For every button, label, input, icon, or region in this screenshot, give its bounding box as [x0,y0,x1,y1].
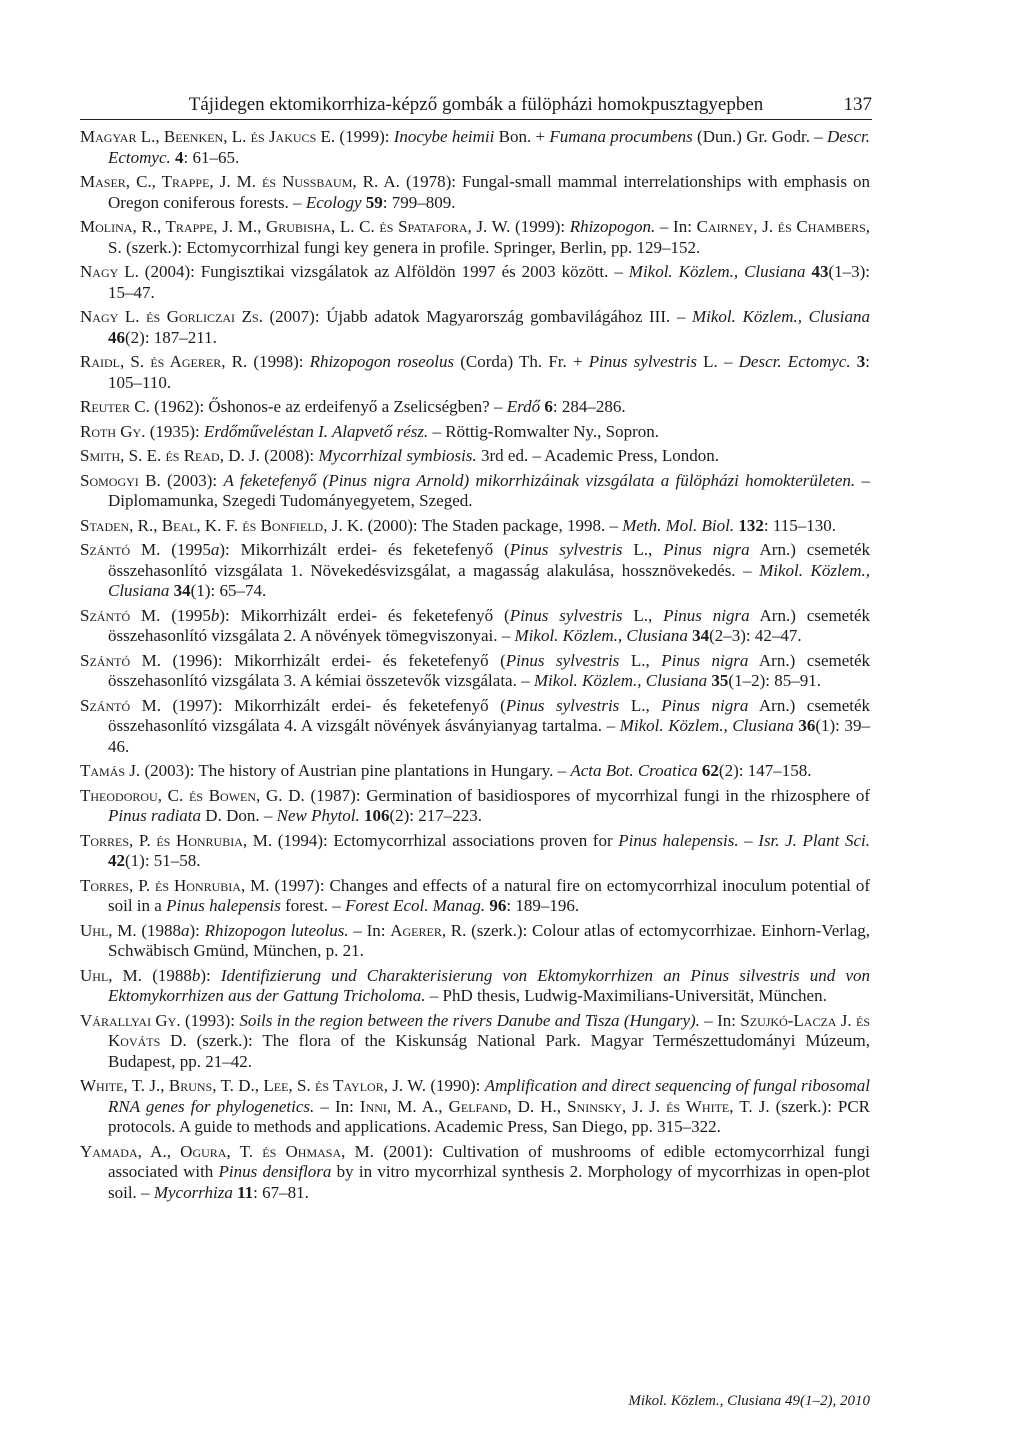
reference-text: (1): 65–74. [190,581,267,600]
reference-text: – [738,830,759,850]
reference-text: Mikol. Közlem., Clusiana [108,560,870,600]
reference-entry [80,651,870,692]
reference-text: (2003): The history of Austrian pine plantations in Hungary. – [140,761,571,780]
reference-text: Pinus sylvestris [505,650,620,670]
reference-text: A feketefenyő (Pinus nigra Arnold) mikorrhizáinak vizsgálata a fülöpházi homokterületen. [223,470,856,490]
reference-text: Pinus nigra [663,605,750,625]
reference-text: Bon. + [494,127,550,146]
reference-text: (1999): [510,217,570,236]
running-header [80,93,872,120]
reference-text: (1996): Mikorrhizált erdei- és feketefenyő ( [161,650,506,670]
reference-authors: Szántó M. [80,605,161,625]
reference-text: Mikol. Közlem., Clusiana [514,626,688,645]
reference-text: (2004): Fungisztikai vizsgálatok az Alföldön 1997 és 2003 között. – [138,262,629,281]
reference-text: – PhD thesis, Ludwig-Maximilians-Universität, München. [425,986,827,1005]
reference-entry [80,540,870,602]
reference-text: (szerk.): Ectomycorrhizal fungi key genera in profile. Springer, Berlin, pp. 129–152. [121,237,701,257]
reference-authors: Torres, P. és Honrubia, M. [80,875,270,895]
reference-text: Mikol. Közlem., Clusiana [533,671,708,690]
reference-text: Isr. J. Plant Sci. [758,830,870,850]
reference-text: Rhizopogon roseolus [309,352,455,371]
reference-authors: Torres, P. és Honrubia, M. [80,830,273,850]
reference-text: Arn.) csemeték összehasonlító vizsgálata 2. A növények tömegviszonyai. – [108,605,870,645]
reference-text: 132 [738,515,764,535]
reference-text: 59 [365,192,383,212]
reference-entry [80,1011,870,1073]
page-number: 137 [843,94,872,115]
reference-entry [80,876,870,917]
reference-text: forest. – [280,896,346,915]
reference-text: : 105–110. [108,352,871,392]
reference-text: ): [189,920,205,940]
reference-authors: Raidl, S. és Agerer, R. [80,352,248,371]
reference-list [80,127,870,1207]
reference-text: Pinus densiflora [218,1162,332,1181]
reference-text: Pinus sylvestris [509,605,623,625]
reference-text: 3rd ed. – Academic Press, London. [476,446,719,465]
reference-text: a [210,540,220,559]
reference-text: Erdő [506,397,541,416]
reference-entry [80,172,870,213]
reference-entry [80,516,870,537]
reference-authors: Somogyi B. [80,470,161,490]
reference-text: (1–2): 85–91. [728,671,821,690]
reference-text: Mikol. Közlem., Clusiana [691,307,870,326]
journal-footer: Mikol. Közlem., Clusiana 49(1–2), 2010 [628,1393,870,1409]
reference-text: 46 [108,327,125,347]
reference-text: : 799–809. [382,192,456,212]
reference-text: L., [622,605,664,625]
reference-text: L., [622,540,664,559]
reference-text: b [210,605,220,625]
reference-text: L. – [696,352,739,371]
reference-text: (2): 217–223. [389,806,483,825]
reference-text: L., [619,650,662,670]
reference-text: (1997): Mikorrhizált erdei- és feketefenyő ( [161,695,506,715]
reference-text: (1993): [180,1010,240,1030]
reference-authors: Nagy L. és Gorliczai Zs. [80,307,263,326]
reference-entry [80,921,870,962]
reference-text: (1978): Fungal-small mammal interrelationships with emphasis on Oregon coniferous forests. – [108,172,871,212]
reference-text: (1997): Changes and effects of a natural fire on ectomycorrhizal inoculum potential of soil in a [108,875,870,915]
reference-text: ): [200,965,221,985]
reference-entry [80,761,870,782]
reference-text: (szerk.): PCR protocols. A guide to methods and applications. Academic Press, San Diego, pp. 315–322. [108,1096,871,1136]
reference-text: Pinus nigra [663,540,750,559]
reference-authors: Roth Gy. [80,421,146,441]
reference-entry [80,217,870,258]
reference-text: (2): 147–158. [718,761,812,780]
reference-entry [80,696,870,758]
reference-authors: Nagy L. [80,262,139,281]
reference-text: (1998): [247,352,310,371]
reference-text: Arn.) csemeték összehasonlító vizsgálata 3. A kémiai összetevők vizsgálata. – [108,650,871,690]
reference-text: Pinus nigra [661,695,749,715]
reference-authors: Yamada, A., Ogura, T. és Ohmasa, M. [80,1141,374,1161]
reference-text: Identifizierung und Charakterisierung von Ektomykorrhizen an Pinus silvestris und von Ektomykorrhizen aus der Gattung Tricholoma. [108,965,870,1005]
reference-entry [80,352,870,393]
reference-text: (1962): Őshonos-e az erdeifenyő a Zselicségben? – [149,397,507,416]
reference-text: Mycorrhiza [153,1182,233,1202]
reference-text: – Diplomamunka, Szegedi Tudományegyetem, Szeged. [108,470,871,510]
reference-text: 34 [173,581,191,600]
reference-text: (1995 [160,605,211,625]
reference-text: Descr. Ectomyc. [108,127,870,167]
reference-text: (1935): [145,421,204,441]
reference-authors: Maser, C., Trappe, J. M. és Nussbaum, R. A. [80,172,400,191]
reference-text: 6 [544,397,553,416]
reference-authors: Agerer, R. [390,920,467,940]
reference-text: : 61–65. [183,147,240,167]
reference-text: Amplification and direct sequencing of fungal ribosomal RNA genes for phylogenetics. [108,1076,870,1116]
reference-text: Pinus halepensis [166,896,281,915]
reference-text: Ecology [305,192,362,212]
reference-entry [80,127,870,168]
reference-authors: Szántó M. [80,650,161,670]
reference-text: (Dun.) Gr. Godr. – [692,127,828,146]
reference-text: Descr. Ectomyc. [738,352,851,371]
reference-text: (2001): Cultivation of mushrooms of edible ectomycorrhizal fungi associated with [108,1141,870,1181]
running-header-title: Tájidegen ektomikorrhiza-képző gombák a fülöpházi homokpusztagyepben [188,94,764,115]
reference-text: (1990): [425,1076,485,1095]
reference-text: Pinus sylvestris [505,695,620,715]
reference-text: (1): 51–58. [125,851,201,870]
reference-text: Rhizopogon luteolus. [204,920,349,940]
reference-text: b [191,965,201,985]
reference-text: : 115–130. [763,515,836,535]
reference-entry [80,471,870,512]
reference-entry [80,1076,870,1138]
reference-text: – In: [348,920,391,940]
reference-authors: Uhl, M. [80,965,143,985]
reference-entry [80,262,870,303]
reference-text: ): Mikorrhizált erdei- és feketefenyő ( [219,605,510,625]
reference-text: (2003): [160,470,224,490]
reference-text: 34 [692,626,710,645]
reference-text: 35 [711,671,729,690]
reference-text: : 189–196. [506,896,580,915]
reference-authors: Molina, R., Trappe, J. M., Grubisha, L. C. és Spatafora, J. W. [80,217,511,236]
reference-text: (1999): [335,127,394,146]
reference-text: Forest Ecol. Manag. [345,896,486,915]
reference-text: Mycorrhizal symbiosis. [318,446,477,465]
reference-text: : 67–81. [253,1182,309,1202]
reference-text: ): Mikorrhizált erdei- és feketefenyő ( [219,540,510,559]
reference-text: (szerk.): Colour atlas of ectomycorrhizae. Einhorn-Verlag, Schwäbisch Gmünd, München, p. 21. [108,920,871,960]
reference-text: Arn.) csemeték összehasonlító vizsgálata 4. A vizsgált növények ásványianyag tartalma. – [108,695,871,735]
reference-text: Pinus halepensis. [618,830,739,850]
reference-text: (2008): [259,446,319,465]
reference-text: (2000): The Staden package, 1998. – [363,515,623,535]
reference-text: Erdőműveléstan I. Alapvető rész. [204,421,429,441]
reference-text: (1987): Germination of basidiospores of mycorrhizal fungi in the rhizosphere of [304,785,870,805]
reference-text: (2–3): 42–47. [709,626,802,645]
reference-text: (1): 39–46. [108,716,871,756]
reference-authors: Szántó M. [80,540,161,559]
reference-authors: Inni, M. A., Gelfand, D. H., Sninsky, J. J. és White, T. J. [359,1096,770,1116]
reference-authors: Cairney, J. és Chambers, S. [108,217,871,257]
reference-text: a [181,920,190,940]
reference-authors: Szántó M. [80,695,161,715]
reference-text: 62 [701,761,719,780]
reference-entry [80,966,870,1007]
reference-entry [80,786,870,827]
reference-text: (szerk.): The flora of the Kiskunság National Park. Magyar Természettudományi Múzeum, Budapest, pp. 21–42. [108,1031,871,1071]
reference-authors: Reuter C. [80,397,150,416]
reference-entry [80,831,870,872]
reference-text: Arn.) csemeték összehasonlító vizsgálata 1. Növekedésvizsgálat, a magasság alakulása, hossznövekedés. – [108,540,870,580]
reference-authors: Smith, S. E. és Read, D. J. [80,446,260,465]
reference-text: 43 [811,262,829,281]
reference-text: (1995 [160,540,211,559]
reference-text: Pinus radiata [108,806,202,825]
reference-text: – Röttig-Romwalter Ny., Sopron. [428,421,660,441]
reference-text: Inocybe heimii [393,127,495,146]
reference-text: (1994): Ectomycorrhizal associations proven for [272,830,619,850]
reference-text: – In: [655,217,697,236]
reference-entry [80,1142,870,1204]
reference-text: 36 [798,716,816,735]
reference-text: (1988 [136,920,182,940]
reference-text: by in vitro mycorrhizal synthesis 2. Morphology of mycorrhizas in open-plot soil. – [108,1162,870,1202]
reference-text: Rhizopogon. [569,217,656,236]
reference-text: : 284–286. [552,397,626,416]
reference-authors: Várallyai Gy. [80,1010,181,1030]
reference-text: 106 [363,806,390,825]
reference-text: 3 [856,352,866,371]
reference-text: Soils in the region between the rivers Danube and Tisza (Hungary). [239,1010,700,1030]
reference-text: Mikol. Közlem., Clusiana [619,716,794,735]
reference-authors: Szujkó-Lacza J. és Kováts D. [108,1010,870,1050]
reference-text: L., [619,695,662,715]
reference-text: D. Don. – [201,806,277,825]
reference-entry [80,446,870,467]
reference-text: (1–3): 15–47. [108,262,870,302]
reference-text: – In: [314,1096,360,1116]
reference-text: Mikol. Közlem., Clusiana [628,262,806,281]
reference-text: Pinus sylvestris [509,540,623,559]
reference-authors: Magyar L., Beenken, L. és Jakucs E. [80,127,336,146]
reference-text: 96 [489,896,507,915]
reference-text: New Phytol. [276,806,360,825]
reference-entry [80,397,870,418]
reference-entry [80,307,870,348]
reference-text: 4 [175,147,184,167]
reference-text: Fumana procumbens [549,127,693,146]
reference-text: 11 [237,1182,254,1202]
reference-entry [80,422,870,443]
reference-text: Meth. Mol. Biol. [622,515,735,535]
reference-authors: Staden, R., Beal, K. F. és Bonfield, J. K. [80,515,364,535]
reference-text: Pinus sylvestris [588,352,697,371]
reference-text: (1988 [142,965,192,985]
reference-entry [80,606,870,647]
reference-text: 42 [108,851,125,870]
reference-text: (2): 187–211. [125,327,217,347]
reference-text: (Corda) Th. Fr. + [454,352,589,371]
reference-text: (2007): Újabb adatok Magyarország gombavilágához III. – [262,307,692,326]
reference-authors: Theodorou, C. és Bowen, G. D. [80,785,305,805]
reference-authors: Uhl, M. [80,920,137,940]
reference-text: Acta Bot. Croatica [570,761,698,780]
reference-text: – In: [699,1010,741,1030]
reference-authors: White, T. J., Bruns, T. D., Lee, S. és Taylor, J. W. [80,1076,426,1095]
reference-authors: Tamás J. [80,761,141,780]
reference-text: Pinus nigra [661,650,749,670]
